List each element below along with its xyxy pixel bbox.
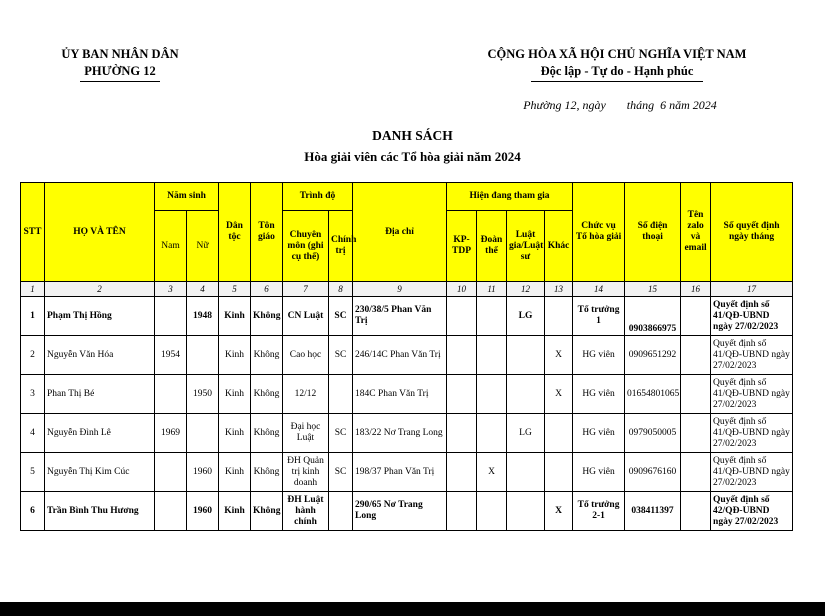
- cell-zalo: [681, 375, 711, 414]
- col-phone: Số điện thoại: [625, 183, 681, 282]
- cell-stt: 5: [21, 453, 45, 492]
- cell-position: Tổ trưởng 1: [573, 297, 625, 336]
- issuer-line-1: ỦY BAN NHÂN DÂN: [61, 47, 179, 61]
- cell-name: Trần Bình Thu Hương: [45, 492, 155, 531]
- cell-other: X: [545, 492, 573, 531]
- column-number: 14: [573, 282, 625, 297]
- cell-address: 246/14C Phan Văn Trị: [353, 336, 447, 375]
- cell-stt: 6: [21, 492, 45, 531]
- cell-name: Phạm Thị Hồng: [45, 297, 155, 336]
- col-education: Trình độ: [283, 183, 353, 211]
- col-stt: STT: [21, 183, 45, 282]
- col-religion: Tôn giáo: [251, 183, 283, 282]
- cell-kp-tdp: [447, 492, 477, 531]
- cell-union: [477, 414, 507, 453]
- cell-kp-tdp: [447, 453, 477, 492]
- cell-decision: Quyết định số 42/QĐ-UBND ngày 27/02/2023: [711, 492, 793, 531]
- cell-lawyer: LG: [507, 297, 545, 336]
- document-subtitle: Hòa giải viên các Tổ hòa giải năm 2024: [304, 149, 521, 164]
- column-number: 1: [21, 282, 45, 297]
- col-participating: Hiện đang tham gia: [447, 183, 573, 211]
- cell-union: X: [477, 453, 507, 492]
- table-row: [21, 297, 793, 336]
- cell-zalo: [681, 492, 711, 531]
- cell-lawyer: LG: [507, 414, 545, 453]
- cell-religion: Không: [251, 453, 283, 492]
- cell-stt: 2: [21, 336, 45, 375]
- cell-zalo: [681, 453, 711, 492]
- cell-male: [155, 297, 187, 336]
- column-number: 3: [155, 282, 187, 297]
- cell-kp-tdp: [447, 375, 477, 414]
- column-number: 4: [187, 282, 219, 297]
- cell-female: 1960: [187, 453, 219, 492]
- cell-politics: SC: [329, 336, 353, 375]
- cell-other: X: [545, 375, 573, 414]
- table-row: [21, 492, 793, 531]
- cell-lawyer: [507, 336, 545, 375]
- cell-ethnicity: Kinh: [219, 375, 251, 414]
- cell-phone: 0979050005: [625, 414, 681, 453]
- cell-decision: Quyết định số 41/QĐ-UBND ngày 27/02/2023: [711, 336, 793, 375]
- cell-position: HG viên: [573, 375, 625, 414]
- cell-other: X: [545, 336, 573, 375]
- col-male: Nam: [155, 211, 187, 282]
- cell-position: HG viên: [573, 453, 625, 492]
- cell-lawyer: [507, 492, 545, 531]
- cell-male: [155, 375, 187, 414]
- cell-politics: [329, 492, 353, 531]
- issuer-line-2: PHƯỜNG 12: [80, 63, 159, 82]
- cell-union: [477, 492, 507, 531]
- cell-zalo: [681, 414, 711, 453]
- col-position: Chức vụ Tổ hòa giải: [573, 183, 625, 282]
- cell-decision: Quyết định số 41/QĐ-UBND ngày 27/02/2023: [711, 297, 793, 336]
- cell-name: Nguyễn Đình Lê: [45, 414, 155, 453]
- cell-position: Tổ trưởng 2-1: [573, 492, 625, 531]
- cell-stt: 3: [21, 375, 45, 414]
- cell-position: HG viên: [573, 336, 625, 375]
- cell-lawyer: [507, 453, 545, 492]
- cell-address: 290/65 Nơ Trang Long: [353, 492, 447, 531]
- cell-name: Phan Thị Bé: [45, 375, 155, 414]
- cell-phone: 01654801065: [625, 375, 681, 414]
- cell-stt: 4: [21, 414, 45, 453]
- cell-specialty: ĐH Luật hành chính: [283, 492, 329, 531]
- cell-kp-tdp: [447, 297, 477, 336]
- cell-religion: Không: [251, 414, 283, 453]
- col-decision: Số quyết định ngày tháng: [711, 183, 793, 282]
- table-row: [21, 375, 793, 414]
- cell-female: [187, 336, 219, 375]
- cell-religion: Không: [251, 336, 283, 375]
- bottom-bar: [0, 602, 825, 616]
- cell-specialty: ĐH Quản trị kinh doanh: [283, 453, 329, 492]
- column-number: 9: [353, 282, 447, 297]
- cell-religion: Không: [251, 375, 283, 414]
- column-number: 10: [447, 282, 477, 297]
- cell-specialty: 12/12: [283, 375, 329, 414]
- cell-ethnicity: Kinh: [219, 492, 251, 531]
- cell-female: 1950: [187, 375, 219, 414]
- column-number: 8: [329, 282, 353, 297]
- col-union: Đoàn thể: [477, 211, 507, 282]
- col-politics: Chính trị: [329, 211, 353, 282]
- cell-religion: Không: [251, 297, 283, 336]
- cell-address: 230/38/5 Phan Văn Trị: [353, 297, 447, 336]
- col-zalo: Tên zalo và email: [681, 183, 711, 282]
- cell-name: Nguyễn Thị Kim Cúc: [45, 453, 155, 492]
- table-row: [21, 453, 793, 492]
- cell-address: 184C Phan Văn Trị: [353, 375, 447, 414]
- column-number: 16: [681, 282, 711, 297]
- issuer-header: [40, 46, 200, 82]
- cell-male: 1954: [155, 336, 187, 375]
- table-row: [21, 414, 793, 453]
- cell-phone: 0909676160: [625, 453, 681, 492]
- column-number: 17: [711, 282, 793, 297]
- mediator-table: [20, 182, 793, 531]
- table-row: [21, 336, 793, 375]
- cell-phone: 0903866975: [625, 297, 681, 336]
- cell-politics: [329, 375, 353, 414]
- national-motto-line-1: CỘNG HÒA XÃ HỘI CHỦ NGHĨA VIỆT NAM: [487, 47, 747, 61]
- cell-phone: 0909651292: [625, 336, 681, 375]
- col-birth-year: Năm sinh: [155, 183, 219, 211]
- cell-name: Nguyễn Văn Hóa: [45, 336, 155, 375]
- col-name: HỌ VÀ TÊN: [45, 183, 155, 282]
- col-female: Nữ: [187, 211, 219, 282]
- cell-kp-tdp: [447, 414, 477, 453]
- column-number-row: [21, 282, 793, 297]
- cell-zalo: [681, 297, 711, 336]
- cell-phone: 038411397: [625, 492, 681, 531]
- cell-female: 1948: [187, 297, 219, 336]
- col-ethnicity: Dân tộc: [219, 183, 251, 282]
- cell-decision: Quyết định số 41/QĐ-UBND ngày 27/02/2023: [711, 414, 793, 453]
- cell-decision: Quyết định số 41/QĐ-UBND ngày 27/02/2023: [711, 453, 793, 492]
- national-motto-line-2: Độc lập - Tự do - Hạnh phúc: [531, 63, 704, 82]
- cell-union: [477, 336, 507, 375]
- col-kp-tdp: KP-TDP: [447, 211, 477, 282]
- cell-ethnicity: Kinh: [219, 414, 251, 453]
- cell-ethnicity: Kinh: [219, 453, 251, 492]
- cell-address: 183/22 Nơ Trang Long: [353, 414, 447, 453]
- cell-specialty: CN Luật: [283, 297, 329, 336]
- cell-stt: 1: [21, 297, 45, 336]
- cell-other: [545, 297, 573, 336]
- col-address: Địa chỉ: [353, 183, 447, 282]
- date-line: Phường 12, ngày tháng 6 năm 2024: [523, 98, 717, 112]
- column-number: 7: [283, 282, 329, 297]
- cell-male: [155, 453, 187, 492]
- cell-other: [545, 453, 573, 492]
- cell-politics: SC: [329, 453, 353, 492]
- document-title: DANH SÁCH: [372, 128, 453, 143]
- cell-female: 1960: [187, 492, 219, 531]
- cell-address: 198/37 Phan Văn Trị: [353, 453, 447, 492]
- column-number: 12: [507, 282, 545, 297]
- column-number: 5: [219, 282, 251, 297]
- col-other: Khác: [545, 211, 573, 282]
- column-number: 6: [251, 282, 283, 297]
- cell-decision: Quyết định số 41/QĐ-UBND ngày 27/02/2023: [711, 375, 793, 414]
- col-specialty: Chuyên môn (ghi cụ thể): [283, 211, 329, 282]
- cell-male: 1969: [155, 414, 187, 453]
- cell-religion: Không: [251, 492, 283, 531]
- cell-kp-tdp: [447, 336, 477, 375]
- column-number: 13: [545, 282, 573, 297]
- col-lawyer: Luật gia/Luật sư: [507, 211, 545, 282]
- cell-specialty: Cao học: [283, 336, 329, 375]
- cell-politics: SC: [329, 414, 353, 453]
- cell-union: [477, 297, 507, 336]
- cell-lawyer: [507, 375, 545, 414]
- cell-other: [545, 414, 573, 453]
- cell-politics: SC: [329, 297, 353, 336]
- cell-male: [155, 492, 187, 531]
- cell-union: [477, 375, 507, 414]
- column-number: 2: [45, 282, 155, 297]
- cell-female: [187, 414, 219, 453]
- cell-specialty: Đại học Luật: [283, 414, 329, 453]
- cell-ethnicity: Kinh: [219, 336, 251, 375]
- cell-ethnicity: Kinh: [219, 297, 251, 336]
- column-number: 11: [477, 282, 507, 297]
- cell-zalo: [681, 336, 711, 375]
- national-header: [462, 46, 772, 82]
- column-number: 15: [625, 282, 681, 297]
- cell-position: HG viên: [573, 414, 625, 453]
